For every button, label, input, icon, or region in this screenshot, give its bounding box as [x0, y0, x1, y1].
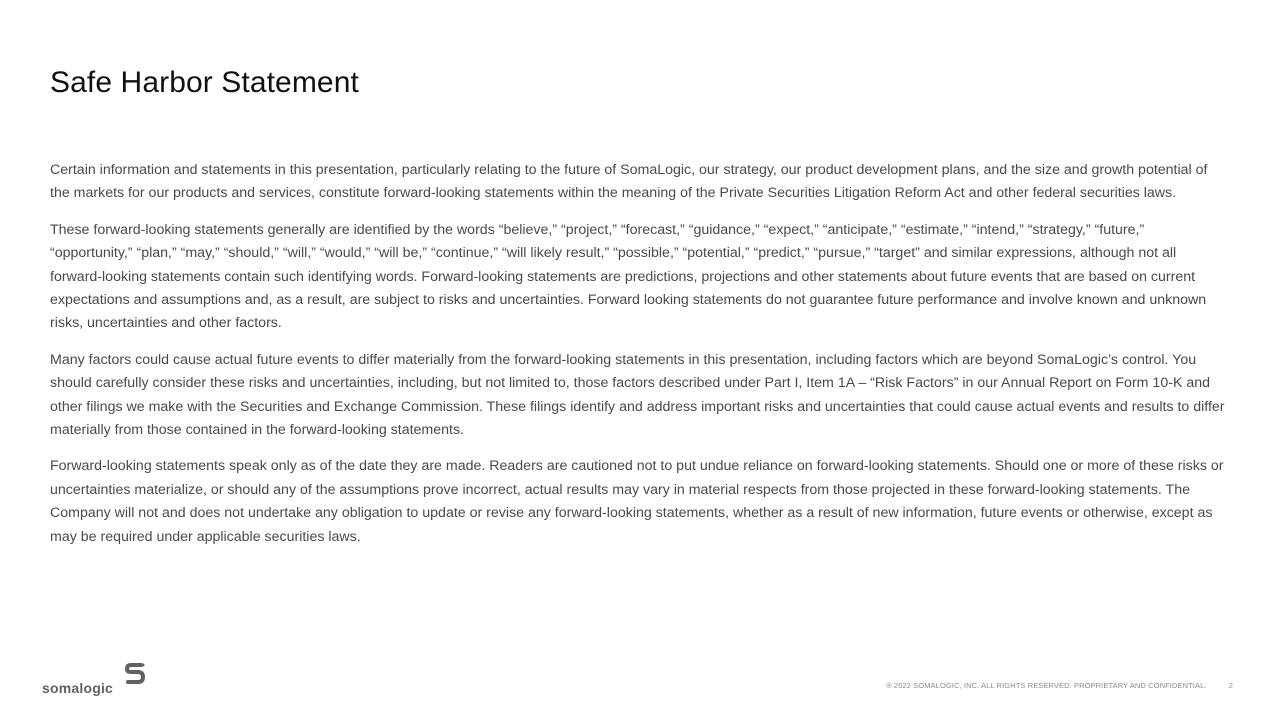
page-number: 2 [1228, 681, 1233, 690]
company-logo [42, 662, 152, 702]
paragraph-4: Forward-looking statements speak only as of the date they are made. Readers are cautioned not to put undue reliance on forward-looking statements. Should one or more of these risks or uncertainties materialize, or should any of the assumptions prove incorrect, actual results may vary in material respects from those projected in these forward-looking statements. The Company will not and does not undertake any obligation to update or revise any forward-looking statements, whether as a result of new information, future events or otherwise, except as may be required under applicable securities laws. [50, 458, 1224, 545]
paragraph-1: Certain information and statements in this presentation, particularly relating to the future of SomaLogic, our strategy, our product development plans, and the size and growth potential of the markets for our products and services, constitute forward-looking statements within the meaning of the Private Securities Litigation Reform Act and other federal securities laws. [50, 162, 1208, 202]
slide-title: Safe Harbor Statement [50, 66, 359, 99]
logo-wordmark: somalogic [42, 680, 114, 696]
paragraph-3: Many factors could cause actual future events to differ materially from the forward-looking statements in this presentation, including factors which are beyond SomaLogic’s control. You should carefully consider these risks and uncertainties, including, but not limited to, those factors described under Part I, Item 1A – “Risk Factors” in our Annual Report on Form 10-K and other filings we make with the Securities and Exchange Commission. These filings identify and address important risks and uncertainties that could cause actual events and results to differ materially from those contained in the forward-looking statements. [50, 351, 1225, 439]
footer [886, 681, 1233, 690]
somalogic-s-mark-icon [122, 662, 148, 688]
copyright-notice: ® 2022 SOMALOGIC, INC. ALL RIGHTS RESERVED. PROPRIETARY AND CONFIDENTIAL. [886, 681, 1207, 690]
paragraph-2: These forward-looking statements generally are identified by the words “believe,” “project,” “forecast,” “guidance,” “expect,” “anticipate,” “estimate,” “intend,” “strategy,” “future,” “opportunity,” “plan,” “may,” “should,” “will,” “would,” “will be,” “continue,” “will likely result,” “possible,” “potential,” “predict,” “pursue,” “target” and similar expressions, although not all forward-looking statements contain such identifying words. Forward-looking statements are predictions, projections and other statements about future events that are based on current expectations and assumptions and, as a result, are subject to risks and uncertainties. Forward looking statements do not guarantee future performance and involve known and unknown risks, uncertainties and other factors. [50, 221, 1207, 332]
statement-body [50, 159, 1230, 562]
